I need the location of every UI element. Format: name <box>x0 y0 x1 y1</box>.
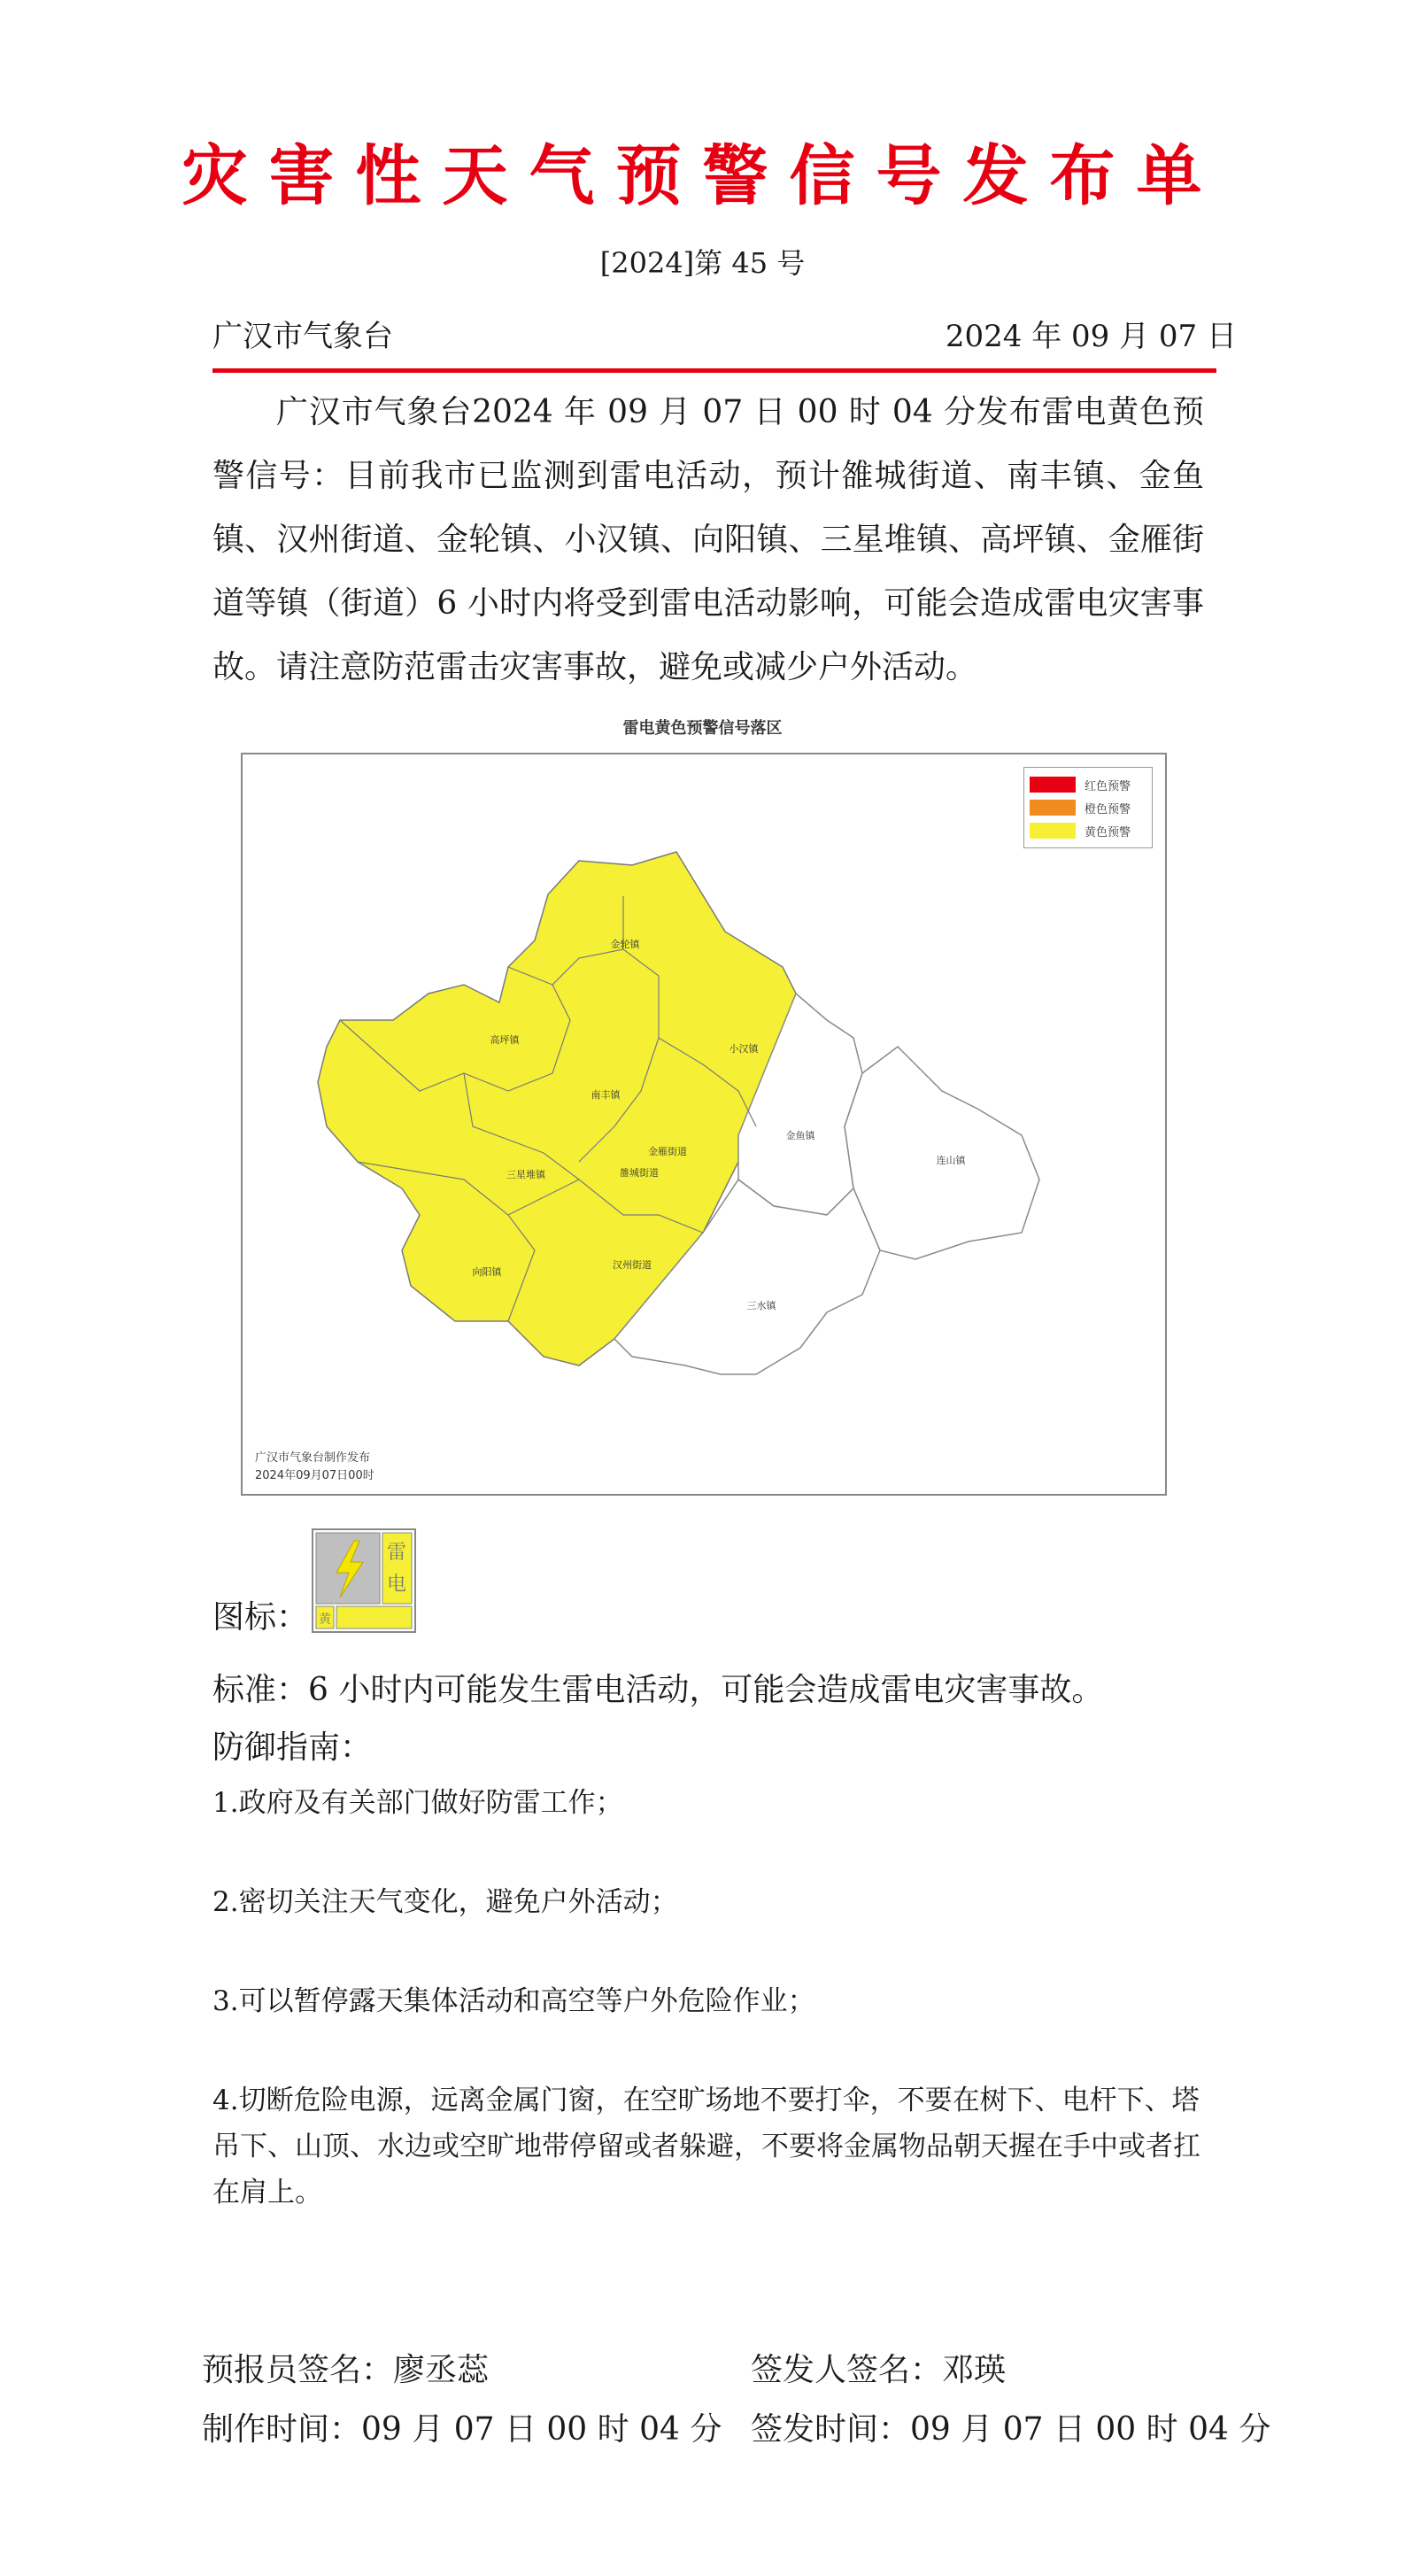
legend-item-orange <box>1030 796 1146 819</box>
guide-heading: 防御指南： <box>212 1729 373 1766</box>
icon-char-1: 雷 <box>386 1542 407 1564</box>
guide-item: 2.密切关注天气变化，避免户外活动； <box>212 1886 678 1918</box>
region-label-lianshan: 连山镇 <box>936 1155 966 1166</box>
legend-swatch <box>1030 800 1076 816</box>
icon-char-3: 黄 <box>319 1613 331 1627</box>
document-number: [2024]第 45 号 <box>599 246 806 280</box>
guide-item: 3.可以暂停露天集体活动和高空等户外危险作业； <box>212 1985 815 2017</box>
region-label-jinyan: 金雁街道 <box>648 1146 687 1157</box>
made-time: 制作时间：09 月 07 日 00 时 04 分 <box>202 2411 722 2448</box>
guide-item: 1.政府及有关部门做好防雷工作； <box>212 1787 623 1819</box>
map-legend <box>1023 767 1153 848</box>
region-label-gaoping: 高坪镇 <box>490 1034 520 1046</box>
region-label-xiaohan: 小汉镇 <box>729 1043 759 1055</box>
guide-item: 4.切断危险电源，远离金属门窗，在空旷场地不要打伞，不要在树下、电杆下、塔吊下、山顶、水边或空旷地带停留或者躲避，不要将金属物品朝天握在手中或者扛在肩上。 <box>212 2085 1200 2209</box>
legend-swatch <box>1030 777 1076 793</box>
region-label-sanxingdui: 三星堆镇 <box>506 1169 545 1180</box>
issue-date: 2024 年 09 月 07 日 <box>945 319 1237 354</box>
page-title: 灾害性天气预警信号发布单 <box>181 138 1224 214</box>
map-credit <box>255 1450 374 1485</box>
legend-label: 黄色预警 <box>1085 825 1131 839</box>
region-label-jinlun: 金轮镇 <box>610 939 640 950</box>
map-credit-line1: 广汉市气象台制作发布 <box>255 1451 371 1465</box>
issuer-name: 广汉市气象台 <box>212 319 393 354</box>
icon-label: 图标： <box>212 1599 309 1636</box>
forecaster-signature: 预报员签名：廖丞蕊 <box>202 2352 490 2388</box>
map-credit-line2: 2024年09月07日00时 <box>255 1469 374 1482</box>
signer-signature: 签发人签名：邓瑛 <box>751 2352 1007 2388</box>
issued-time: 签发时间：09 月 07 日 00 时 04 分 <box>751 2411 1271 2448</box>
warning-map <box>241 753 1167 1496</box>
region-label-luocheng: 雒城街道 <box>620 1167 659 1179</box>
warning-standard: 标准：6 小时内可能发生雷电活动，可能会造成雷电灾害事故。 <box>212 1672 1104 1708</box>
region-label-xiangyang: 向阳镇 <box>472 1266 502 1278</box>
legend-label: 红色预警 <box>1085 779 1131 793</box>
legend-label: 橙色预警 <box>1085 802 1131 816</box>
legend-item-yellow <box>1030 819 1146 842</box>
header-divider <box>212 368 1216 373</box>
region-label-sanshui: 三水镇 <box>746 1300 776 1311</box>
region-label-jinyu: 金鱼镇 <box>785 1130 815 1141</box>
east-region-lianshan <box>845 1047 1039 1259</box>
region-label-hanzhou: 汉州街道 <box>613 1259 652 1271</box>
map-title: 雷电黄色预警信号落区 <box>622 719 783 738</box>
legend-item-red <box>1030 773 1146 796</box>
warning-paragraph: 广汉市气象台2024 年 09 月 07 日 00 时 04 分发布雷电黄色预警信号：目前我市已监测到雷电活动，预计雒城街道、南丰镇、金鱼镇、汉州街道、金轮镇、小汉镇、向阳镇、三星堆镇、高坪镇、金雁街道等镇（街道）6 小时内将受到雷电活动影响，可能会造成雷电灾害事故。请注意防范雷击灾害事故，避免或减少户外活动。 <box>212 394 1204 685</box>
map-drawing <box>243 754 1165 1494</box>
lightning-yellow-warning-icon <box>312 1528 416 1633</box>
region-label-nanfeng: 南丰镇 <box>591 1089 621 1101</box>
icon-char-2: 电 <box>386 1574 407 1596</box>
legend-swatch <box>1030 823 1076 839</box>
